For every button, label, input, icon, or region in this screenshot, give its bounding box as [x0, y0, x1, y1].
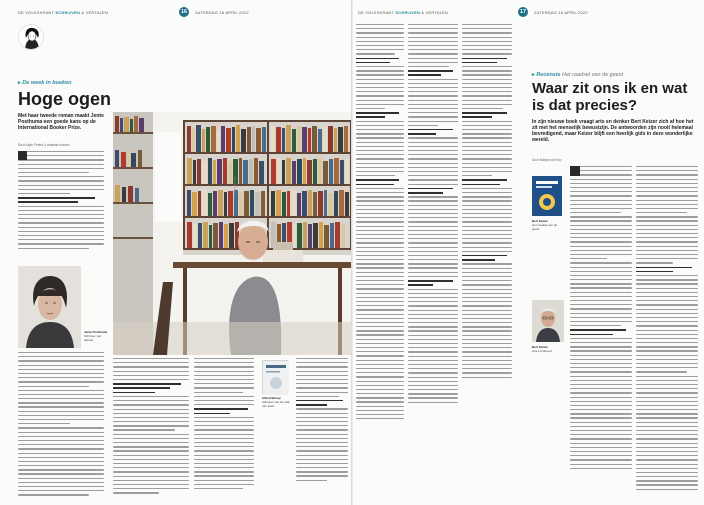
right-body-column-3	[462, 24, 512, 502]
columnist-portrait	[18, 24, 44, 50]
left-body-column-3	[194, 358, 254, 500]
photo-credit: Foto Bart Koetsier	[233, 177, 236, 198]
photo-caption: Alfred Birney Schrijver van De tolk van Java	[262, 396, 290, 408]
left-headline: Hoge ogen	[18, 89, 111, 109]
bookshelf-photo	[113, 112, 352, 355]
right-article-column-1	[570, 166, 632, 500]
left-body-column-1	[18, 151, 104, 266]
left-intro: Met haar tweede roman maakt Jente Posthuma een goede kans op de International Booker Prize.	[18, 113, 104, 131]
page-number: 16	[180, 9, 188, 15]
left-byline: Door Arjan Peters & redactie boeken	[18, 143, 70, 147]
page-number-right: 17	[519, 9, 527, 15]
right-body-column-1	[356, 24, 404, 502]
left-body-column-1b	[18, 352, 104, 500]
left-body-column-4	[296, 358, 348, 500]
left-folio: DE VOLKSKRANT SCHRIJVEN & VERTALEN	[18, 10, 108, 15]
right-kicker: ▸ Recensie Het raadsel van de geest	[532, 72, 624, 78]
right-folio: DE VOLKSKRANT SCHRIJVEN & VERTALEN	[358, 10, 448, 15]
right-body-column-2	[408, 24, 458, 502]
right-intro: In zijn nieuwe boek vraagt arts en denker Bert Keizer zich af hoe het zit met het menselijk bewustzijn. De antwoorden zijn nooit helemaal bevredigend, maar Keizer blijft een heerlijk gids in deze wonderlijke wereld.	[532, 119, 694, 143]
right-article-column-2	[636, 166, 698, 500]
left-kicker: ▸ De week in boeken	[18, 80, 72, 86]
book-cover-right	[532, 176, 562, 216]
right-headline: Waar zit ons ik en wat is dat precies?	[532, 80, 688, 114]
author-photo	[18, 266, 81, 348]
right-byline: Door Marjan van Erp	[532, 158, 562, 162]
book-caption: Bert Keizer Het raadsel van de geest	[532, 219, 558, 231]
reviewer-caption: Bert Keizer Arts en filosoof	[532, 345, 552, 353]
left-folio-date: ZATERDAG 16 APRIL 2022	[195, 10, 249, 15]
right-folio-date: ZATERDAG 16 APRIL 2022	[534, 10, 588, 15]
left-body-column-2	[113, 358, 189, 500]
book-cover-left	[262, 360, 288, 394]
author-caption: Jente Posthuma Schrijver van debuut	[84, 330, 108, 342]
reviewer-photo	[532, 300, 564, 342]
